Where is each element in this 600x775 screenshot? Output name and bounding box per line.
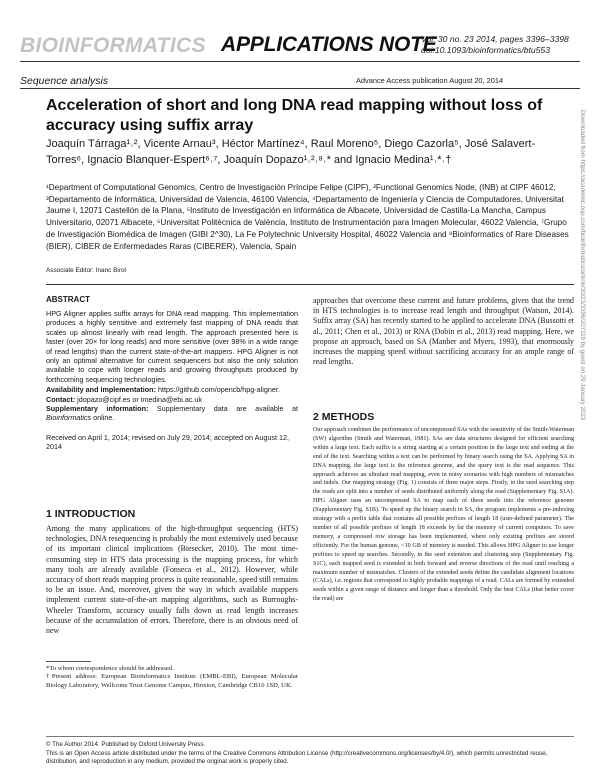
supplementary-text-end: online.	[93, 413, 115, 423]
introduction-heading: 1 INTRODUCTION	[46, 508, 136, 520]
download-sidebar	[574, 110, 586, 730]
journal-name: BIOINFORMATICS	[20, 34, 206, 57]
paper-title: Acceleration of short and long DNA read mapping without loss of accuracy using suffix array	[46, 97, 543, 134]
introduction-continued: approaches that overcome these current and future problems, given that the trend in HTS technologies is to increase read length and throughput (Watson, 2014). Suffix array (SA) has recently started to be applied to accelerate DNA (Bussotti et al., 2011; Chen et al., 2013) or RNA (Dobin et al., 2013) read mapping. Here, we propose an approach, based on SA (Manber and Myers, 1993), that enormously increases the mapping speed without sacrificing accuracy for an ample range of read lengths.	[313, 296, 574, 367]
supplementary	[46, 404, 298, 423]
supplementary-text: Supplementary data are available at	[156, 404, 299, 414]
download-note[interactable]: Downloaded from https://academic.oup.com/bioinformatics/article/30/23/3396/207119 by guest on 29 January 2023	[579, 110, 586, 421]
availability-label: Availability and implementation:	[46, 385, 156, 395]
category-rule	[20, 88, 580, 89]
license-line: This is an Open Access article distributed under the terms of the Creative Commons Attribution License (http://creativecommons.org/licenses/by/4.0/), which permits unrestricted reuse, distribution, and reproduction in any medium, provided the original work is properly cited.	[46, 749, 548, 766]
title-block-rule	[46, 284, 574, 285]
contact-emails[interactable]: jdopazo@cipf.es or imedina@ebi.ac.uk	[77, 394, 203, 404]
affiliations: ¹Department of Computational Genomics, Centro de Investigación Príncipe Felipe (CIPF), ²Functional Genomics Node, (INB) at CIPF 46012, ³Departamento de Informática, Universidad de Valencia, 46100 Valencia, ⁴Departamento de Ingeniería y Ciencia de Computadores, Universitat Jaume I, 12071 Castellón de la Plana, ⁵Instituto de Investigación en Informática de Albacete, Universidad de Castilla-La Mancha, Campus Universitario, 02071 Albacete, ⁶Universitat Politècnica de València, Instituto de Instrumentación para Imagen Molecular, 46022 Valencia, ⁷Grupo de Investigación Biomédica de Imagen (GIBI 2^30), La Fe Polytechnic University Hospital, 46022 Valencia and ⁸Bioinformatics of Rare Diseases (BIER), CIBER de Enfermedades Raras (CIBERER), Valencia, Spain	[46, 183, 569, 251]
associate-editor: Associate Editor: Inanc Birol	[46, 267, 126, 274]
author-list: Joaquín Tárraga¹˒², Vicente Arnau³, Héctor Martínez⁴, Raul Moreno⁵, Diego Cazorla⁵, José Salavert-Torres⁶, Ignacio Blanquer-Espert⁶˒⁷, Joaquín Dopazo¹˒²˒⁸˒* and Ignacio Medina¹˒*˒†	[46, 138, 536, 166]
abstract	[46, 309, 298, 452]
methods-heading: 2 METHODS	[313, 411, 375, 423]
present-address-note: †Present address: European Bioinformatics Institute (EMBL-EBI), European Molecular Biology Laboratory, Wellcome Trust Genome Campus, Hinxton, Cambridge CB10 1SD, UK.	[46, 673, 298, 689]
abstract-summary: HPG Aligner applies suffix arrays for DNA read mapping. This implementation produces a highly sensitive and extremely fast mapping of DNA reads that scales up almost linearly with read length. The approach presented here is faster (over 20× for long reads) and more sensitive (over 98% in a wide range of read lengths) than the current state-of-the-art mappers. HPG Aligner is not only an optimal alternative for current sequencers but also the only solution available to cope with longer reads and growing throughputs produced by forthcoming sequencing technologies.	[46, 309, 298, 384]
abstract-heading: ABSTRACT	[46, 295, 90, 304]
contact-label: Contact:	[46, 394, 76, 404]
availability	[46, 385, 298, 394]
advance-access-date: Advance Access publication August 20, 2014	[356, 76, 504, 85]
volume-info	[421, 34, 569, 56]
contact	[46, 395, 298, 404]
footnote-rule	[46, 661, 91, 662]
category-label: Sequence analysis	[20, 75, 109, 87]
volume-line: Vol. 30 no. 23 2014, pages 3396–3398	[421, 34, 569, 44]
supplementary-journal: Bioinformatics	[46, 413, 92, 423]
doi[interactable]: doi:10.1093/bioinformatics/btu553	[421, 45, 550, 55]
received-dates: Received on April 1, 2014; revised on July 29, 2014; accepted on August 12, 2014	[46, 432, 289, 452]
copyright-rule	[46, 736, 574, 737]
footnotes	[46, 665, 298, 690]
copyright-notice	[46, 741, 574, 767]
supplementary-label: Supplementary information:	[46, 404, 149, 414]
introduction-text: Among the many applications of the high-throughput sequencing (HTS) technologies, DNA resequencing is probably the most extensively used because of its important clinical implications (Biesecker, 2010). The most time-consuming step in HTS data processing is the mapping process, for which many tools are already available (Fonseca et al., 2012). However, while accuracy of short reads mapping process is quite reasonable, speed still remains to be an issue. And, moreover, given the way in which available mappers implement current state-of-the-art mapping algorithms, such as Burroughs-Wheeler Transform, accuracy usually falls down as read length increases because of the accumulation of errors. Therefore, there is an obvious need of new	[46, 524, 298, 636]
availability-link[interactable]: https://github.com/opencb/hpg-aligner.	[157, 385, 280, 395]
article-type: APPLICATIONS NOTE	[221, 33, 437, 56]
methods-text: Our approach combines the performance of uncompressed SAs with the sensitivity of the Smith-Waterman (SW) algorithm (Smith and Waterman, 1981). SAs are data structures designed for efficient searching within a large text. Each suffix is a string starting at a certain position in the large text and ending at the end of the text. Searching within a text can be performed by binary search using the SA. Applying SA in DNA mapping, the large text is the reference genome, and the query text is the read sequence. This approach achieves an ultrafast read mapping, even in noisy scenarios with high numbers of mismatches and indels. Our mapping strategy (Fig. 1) consists of three major steps. Firstly, in the seed searching step the reads are split into a number of seeds distributed uniformly along the read (Supplementary Fig. S1A). HPG Aligner uses an uncompressed SA to map each of these seeds into the reference genome (Supplementary Fig. S1B). To speed up the binary search in SA, the program implements a pre-indexing strategy with a prefix table that contains all possible prefixes of length 18 (user-defined parameter). The number of all possible prefixes of length 18 exceeds by far the memory of current computers. To save memory, a compressed row storage has been implemented, where only existing prefixes are stored efficiently. For the human genome, <10 GB of memory is needed. This allows HPG Aligner to use longer prefixes to speed up searches. Secondly, in the seed extension and clustering step (Supplementary Fig. S1C), each mapped seed is extended in both forward and reverse directions of the read until reaching a maximum number of mismatches. Clusters of the extended seeds define the candidate alignment locations (CALs), i.e. regions that correspond to highly probable mappings of a read. CALs are formed by extended seeds within a given range of distance and longer than a threshold. Only the best CALs (that better cover the read) are	[313, 427, 574, 603]
correspondence-note: *To whom correspondence should be addressed.	[46, 665, 174, 672]
copyright-line: © The Author 2014. Published by Oxford University Press.	[46, 741, 206, 748]
header-rule	[20, 61, 580, 62]
